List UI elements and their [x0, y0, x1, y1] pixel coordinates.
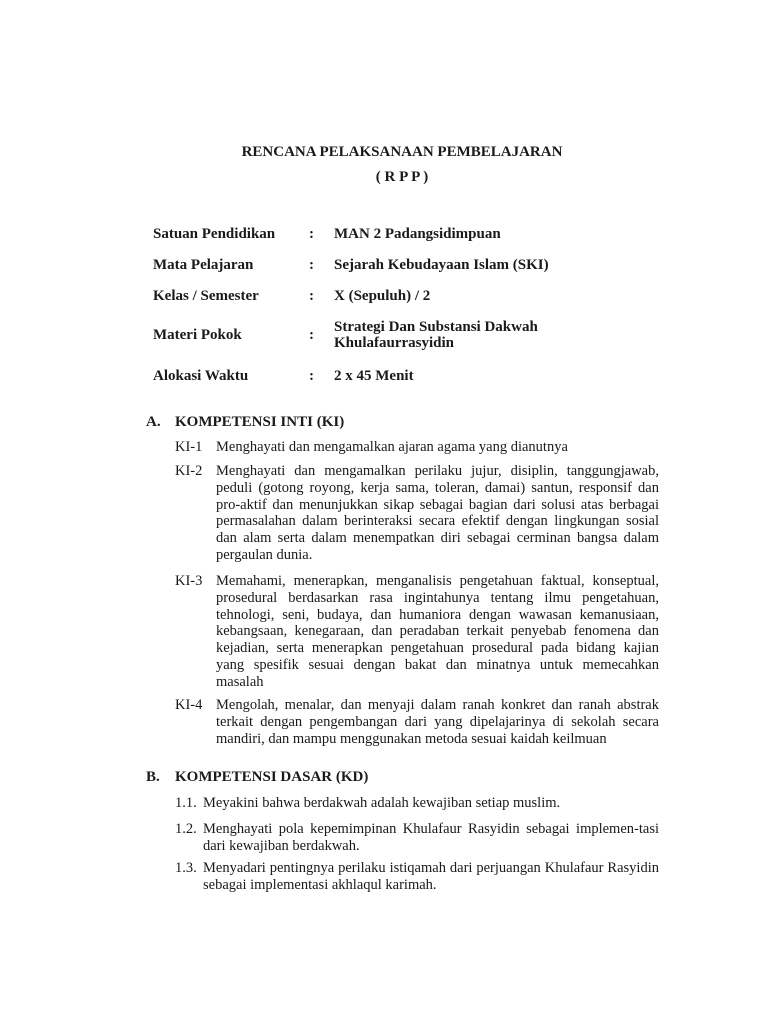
section-a-letter: A. — [146, 414, 161, 430]
section-b-title: KOMPETENSI DASAR (KD) — [175, 769, 369, 785]
ki-code: KI-2 — [175, 463, 203, 479]
section-b-letter: B. — [146, 769, 160, 785]
info-label-alokasi: Alokasi Waktu — [153, 368, 249, 384]
kd-code: 1.3. — [175, 860, 197, 876]
section-a-heading — [0, 414, 768, 432]
info-value-materi: Strategi Dan Substansi Dakwah Khulafaurrasyidin — [334, 319, 538, 351]
info-colon: : — [309, 257, 314, 273]
section-b-heading — [0, 769, 768, 787]
info-colon: : — [309, 368, 314, 384]
info-value-kelas: X (Sepuluh) / 2 — [334, 288, 431, 304]
ki-text: Menghayati dan mengamalkan perilaku jujur, disiplin, tanggungjawab, peduli (gotong royong, kerja sama, toleran, damai) santun, responsif dan pro-aktif dan menunjukkan sikap sebagai bagian dari solusi atas berbagai permasalahan dalam berinteraksi secara efektif dengan lingkungan sosial dan alam serta dalam menempatkan diri sebagai cerminan bangsa dalam pergaulan dunia. — [216, 463, 659, 563]
info-colon: : — [309, 288, 314, 304]
info-label-satuan: Satuan Pendidikan — [153, 226, 276, 242]
kd-text: Menyadari pentingnya perilaku istiqamah dari perjuangan Khulafaur Rasyidin sebagai implementasi akhlaqul karimah. — [203, 860, 659, 893]
info-value-satuan: MAN 2 Padangsidimpuan — [334, 226, 501, 242]
kd-text: Menghayati pola kepemimpinan Khulafaur Rasyidin sebagai implemen-tasi dari kewajiban berdakwah. — [203, 821, 659, 854]
kd-code: 1.2. — [175, 821, 197, 837]
kd-text: Meyakini bahwa berdakwah adalah kewajiban setiap muslim. — [203, 795, 561, 811]
kd-code: 1.1. — [175, 795, 197, 811]
info-label-mapel: Mata Pelajaran — [153, 257, 254, 273]
document-title: RENCANA PELAKSANAAN PEMBELAJARAN — [241, 144, 563, 160]
ki-code: KI-4 — [175, 697, 203, 713]
ki-text: Menghayati dan mengamalkan ajaran agama yang dianutnya — [216, 439, 568, 455]
ki-code: KI-3 — [175, 573, 203, 589]
info-colon: : — [309, 327, 314, 343]
info-colon: : — [309, 226, 314, 242]
ki-code: KI-1 — [175, 439, 203, 455]
document-subtitle: ( R P P ) — [375, 169, 429, 185]
info-label-kelas: Kelas / Semester — [153, 288, 259, 304]
info-label-materi: Materi Pokok — [153, 327, 242, 343]
info-value-alokasi: 2 x 45 Menit — [334, 368, 414, 384]
info-value-mapel: Sejarah Kebudayaan Islam (SKI) — [334, 257, 549, 273]
ki-text: Memahami, menerapkan, menganalisis pengetahuan faktual, konseptual, prosedural berdasarkan rasa ingintahunya tentang ilmu pengetahuan, tehnologi, seni, budaya, dan humaniora dengan wawasan kemanusiaan, kebangsaan, kenegaraan, dan peradaban terkait penyebab fenomena dan kejadian, serta menerapkan pengetahuan prosedural pada bidang kajian yang spesifik sesuai dengan bakat dan minatnya untuk memecahkan masalah — [216, 573, 659, 690]
ki-text: Mengolah, menalar, dan menyaji dalam ranah konkret dan ranah abstrak terkait dengan pengembangan dari yang dipelajarinya di sekolah secara mandiri, dan mampu menggunakan metoda sesuai kaidah keilmuan — [216, 697, 659, 747]
section-a-title: KOMPETENSI INTI (KI) — [175, 414, 345, 430]
